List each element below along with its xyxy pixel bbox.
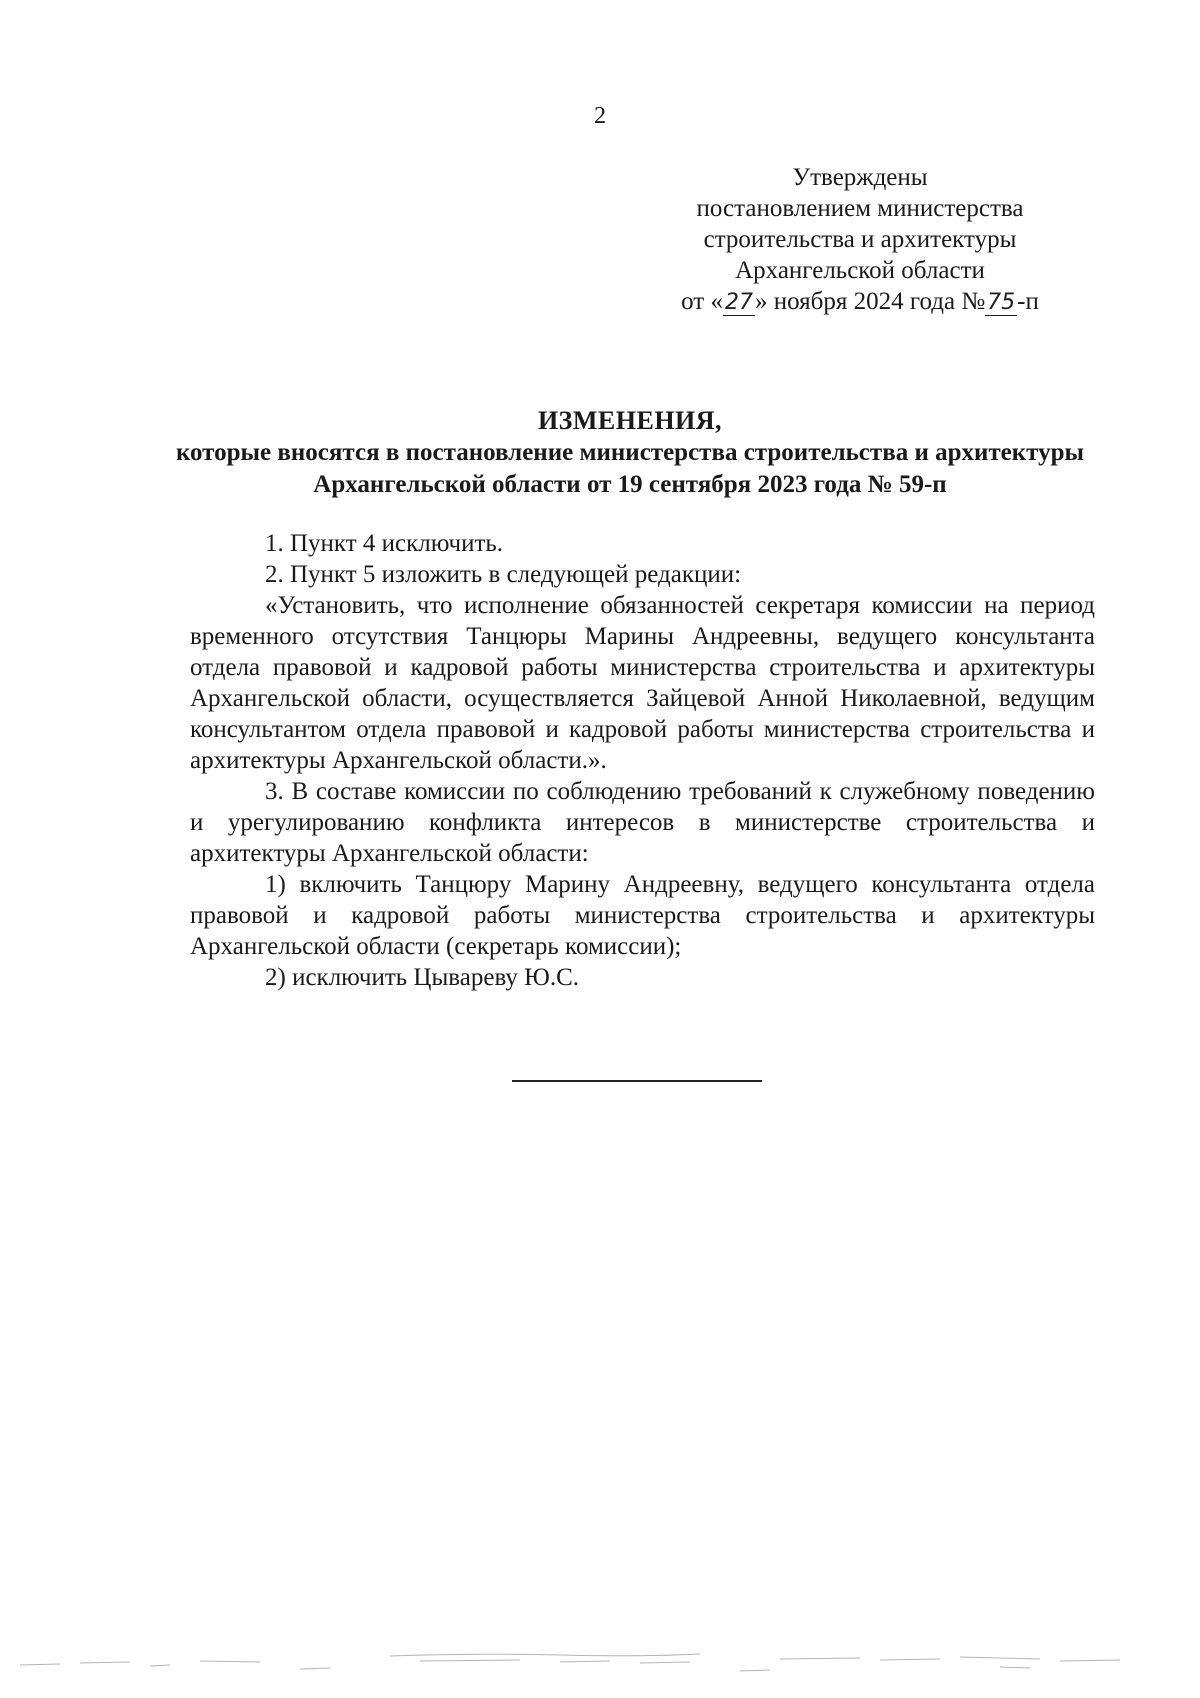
document-title: ИЗМЕНЕНИЯ, [537, 406, 723, 435]
approval-line-2: постановлением министерства [696, 195, 1024, 222]
document-subtitle: которые вносятся в постановление министерства строительства и архитектуры Архангельской области от 19 сентября 2023 года № 59-п [175, 439, 1085, 498]
document-body [190, 528, 1095, 993]
paragraph-item-1: 1. Пункт 4 исключить. [265, 530, 504, 557]
paragraph-item-3: 3. В составе комиссии по соблюдению требований к служебному поведению и урегулированию конфликта интересов в министерстве строительства и архитектуры Архангельской области: [190, 778, 1095, 867]
document-heading [150, 405, 1110, 501]
page-number: 2 [594, 103, 606, 129]
paragraph-quote: «Установить, что исполнение обязанностей секретаря комиссии на период временного отсутствия Танцюры Марины Андреевны, ведущего консультанта отдела правовой и кадровой работы министерства строительства и архитектуры Архангельской области, осуществляется Зайцевой Анной Николаевной, ведущим консультантом отдела правовой и кадровой работы министерства строительства и архитектуры Архангельской области.». [190, 592, 1095, 774]
paragraph-subitem-2: 2) исключить Цывареву Ю.С. [265, 964, 580, 991]
approval-line-1: Утверждены [792, 164, 928, 191]
paragraph-item-2: 2. Пункт 5 изложить в следующей редакции: [265, 561, 742, 588]
number-suffix: -п [1017, 288, 1039, 315]
date-prefix: от « [681, 288, 723, 315]
approval-date-line [640, 286, 1080, 317]
handwritten-number: 75 [987, 290, 1016, 315]
approval-line-4: Архангельской области [735, 257, 985, 284]
handwritten-day: 27 [724, 290, 753, 315]
closing-divider [512, 1080, 762, 1082]
approval-line-3: строительства и архитектуры [703, 226, 1017, 253]
approval-stamp-block [640, 162, 1080, 317]
paragraph-subitem-1: 1) включить Танцюру Марину Андреевну, ведущего консультанта отдела правовой и кадровой работы министерства строительства и архитектуры Архангельской области (секретарь комиссии); [190, 871, 1095, 960]
scan-artifact-strip [0, 1647, 1200, 1677]
date-middle: » ноября 2024 года № [754, 288, 986, 315]
